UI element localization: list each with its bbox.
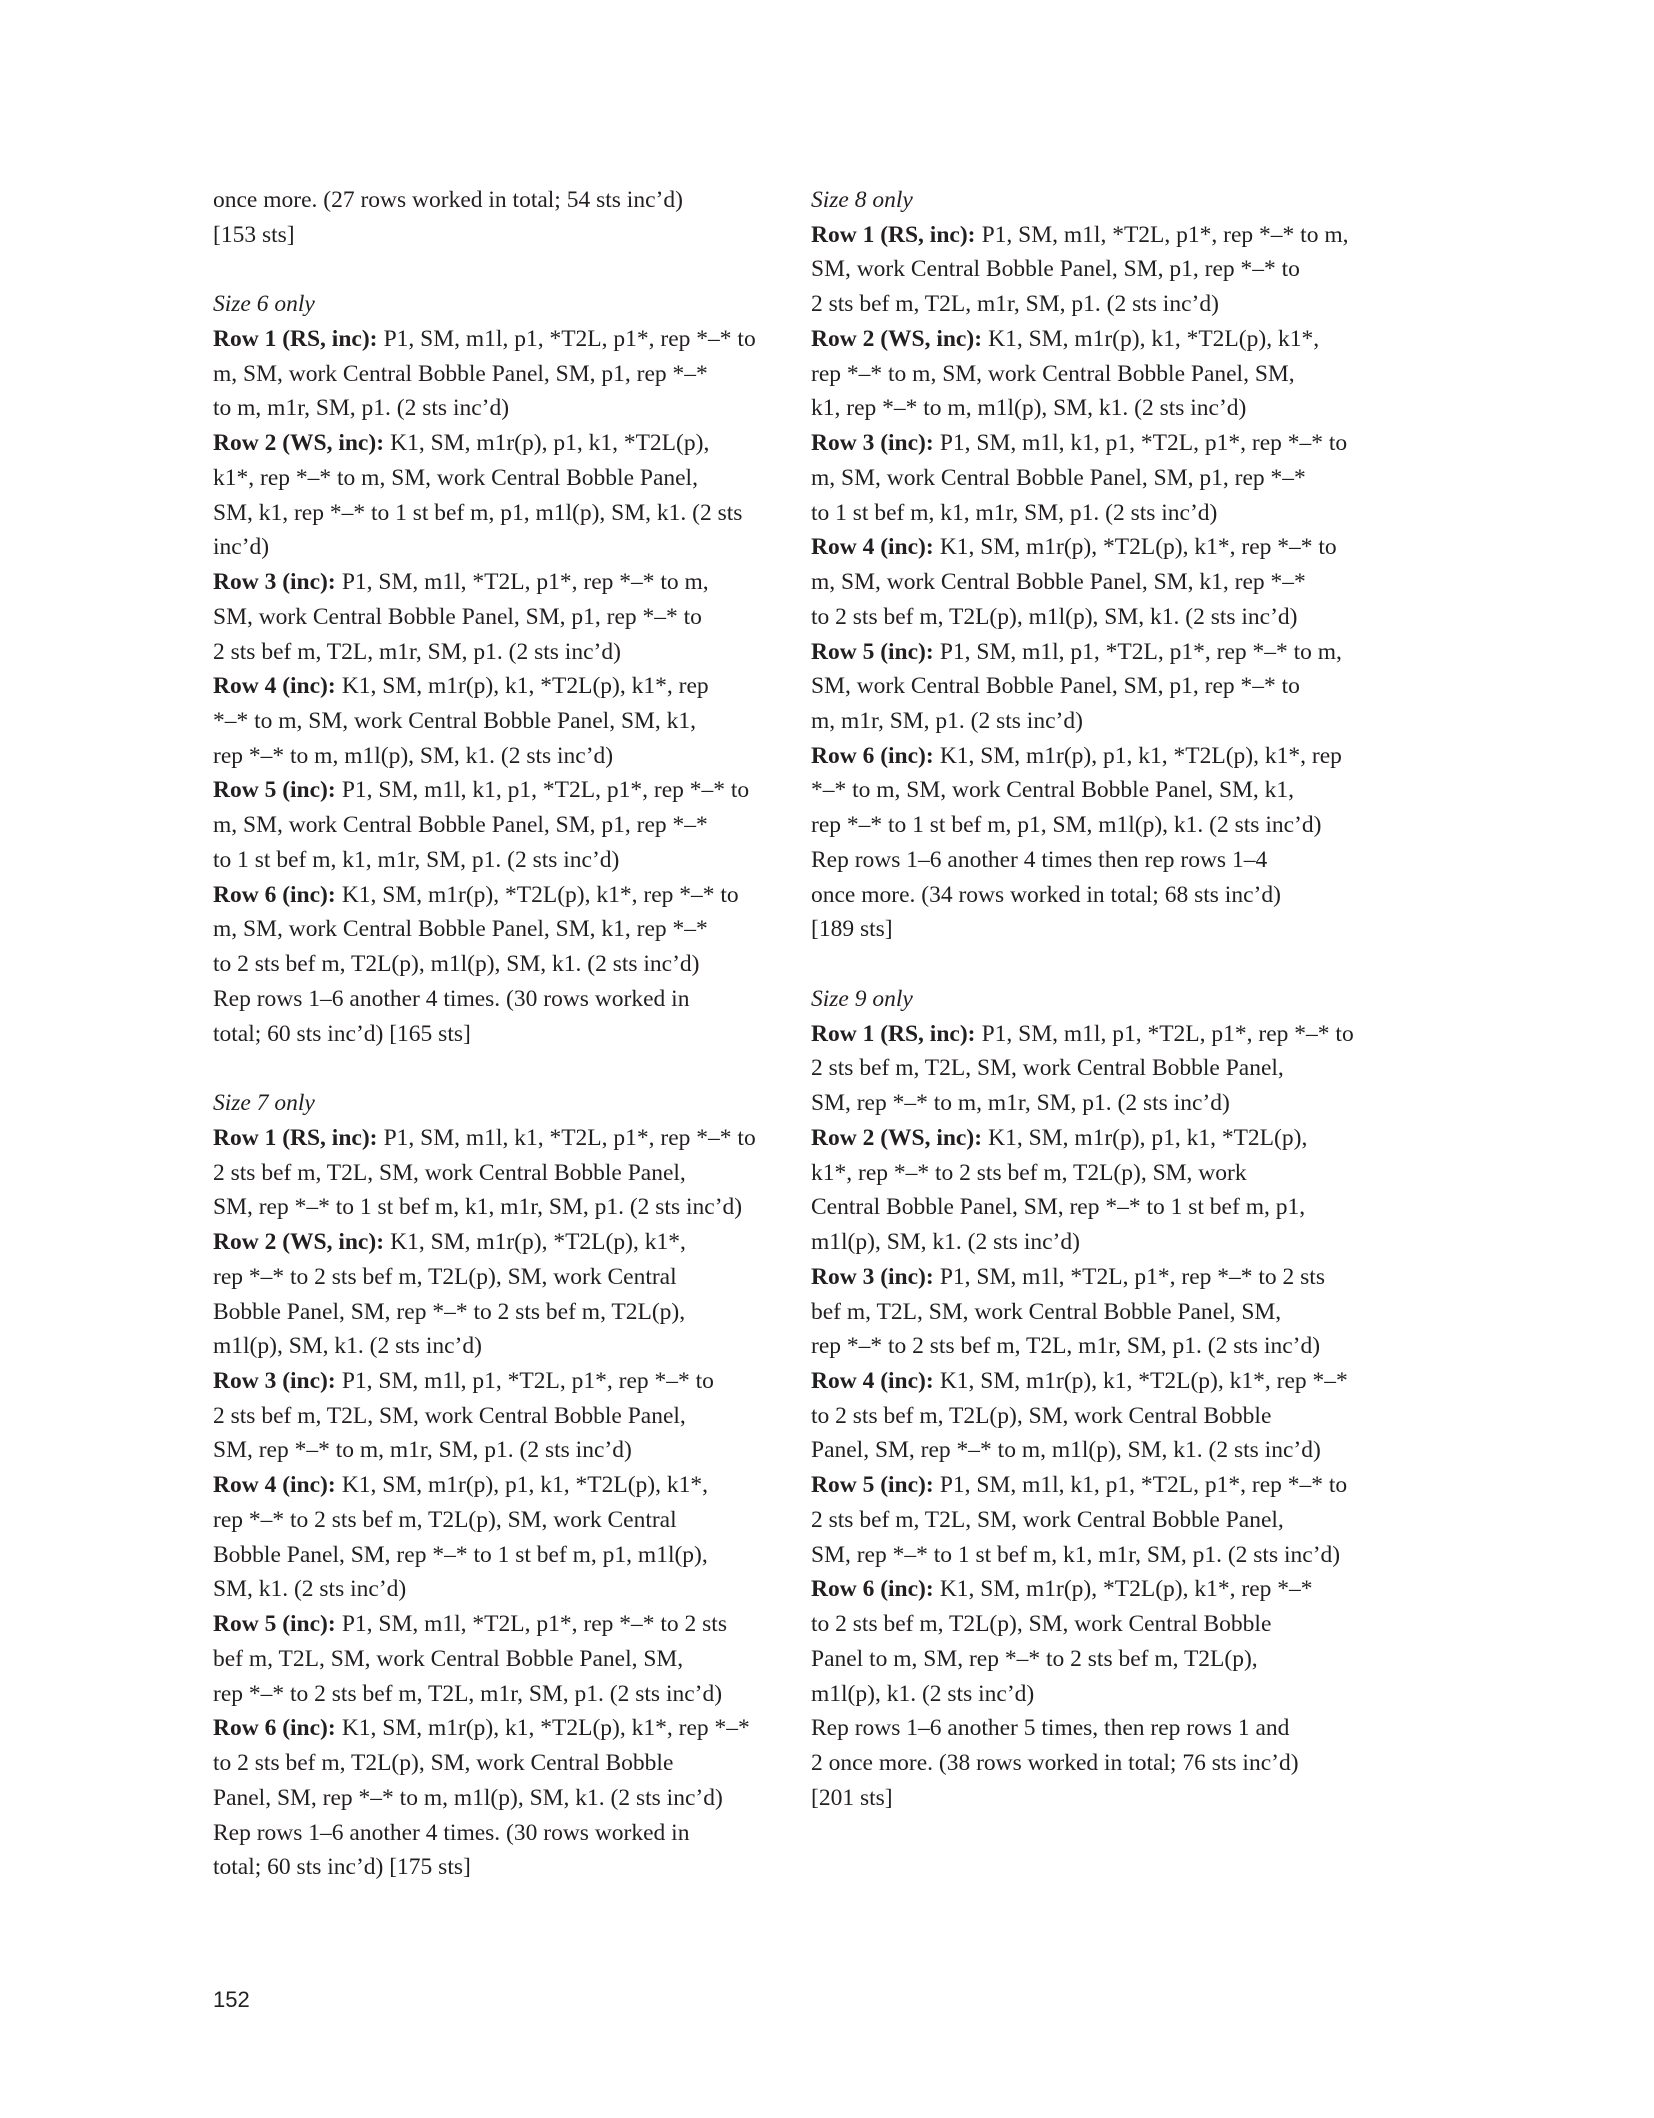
row-label: Row 3 (inc): — [811, 430, 934, 457]
instruction-row — [213, 878, 773, 982]
instruction-row — [811, 218, 1371, 322]
text-line: *–* to m, SM, work Central Bobble Panel, SM, k1, — [811, 777, 1295, 804]
instruction-row — [213, 1607, 773, 1711]
instruction-row — [811, 739, 1371, 843]
text-line: Panel to m, SM, rep *–* to 2 sts bef m, T2L(p), — [811, 1645, 1258, 1672]
text-line: m, SM, work Central Bobble Panel, SM, p1, rep *–* — [811, 464, 1306, 491]
right-column — [811, 183, 1371, 1816]
closing-line: total; 60 sts inc’d) [175 sts] — [213, 1854, 471, 1881]
text-line: *–* to m, SM, work Central Bobble Panel, SM, k1, — [213, 708, 697, 735]
text-line: to 2 sts bef m, T2L(p), SM, work Central Bobble — [213, 1750, 674, 1777]
text-line: k1, rep *–* to m, m1l(p), SM, k1. (2 sts inc’d) — [811, 395, 1247, 422]
text-line: Panel, SM, rep *–* to m, m1l(p), SM, k1. (2 sts inc’d) — [811, 1437, 1321, 1464]
text-line: bef m, T2L, SM, work Central Bobble Panel, SM, — [213, 1645, 684, 1672]
row-label: Row 5 (inc): — [213, 1611, 336, 1638]
row-text: K1, SM, m1r(p), k1, *T2L(p), k1*, rep *–* — [341, 1715, 750, 1742]
text-line: to 2 sts bef m, T2L(p), SM, work Central Bobble — [811, 1402, 1272, 1429]
text-line: 2 sts bef m, T2L, SM, work Central Bobble Panel, — [213, 1402, 686, 1429]
row-label: Row 6 (inc): — [213, 881, 336, 908]
row-text: P1, SM, m1l, *T2L, p1*, rep *–* to m, — [341, 569, 709, 596]
text-line: m, SM, work Central Bobble Panel, SM, k1, rep *–* — [213, 916, 708, 943]
row-label: Row 6 (inc): — [811, 1576, 934, 1603]
instruction-row — [811, 1017, 1371, 1121]
text-line: 2 sts bef m, T2L, SM, work Central Bobble Panel, — [811, 1055, 1284, 1082]
closing-line: total; 60 sts inc’d) [165 sts] — [213, 1020, 471, 1047]
row-text: P1, SM, m1l, k1, *T2L, p1*, rep *–* to — [383, 1124, 756, 1151]
row-label: Row 5 (inc): — [811, 1472, 934, 1499]
row-text: P1, SM, m1l, p1, *T2L, p1*, rep *–* to — [383, 325, 756, 352]
left-column — [213, 183, 773, 1885]
row-label: Row 1 (RS, inc): — [811, 1020, 976, 1047]
text-line: Central Bobble Panel, SM, rep *–* to 1 st bef m, p1, — [811, 1194, 1306, 1221]
text-line: SM, rep *–* to m, m1r, SM, p1. (2 sts inc’d) — [811, 1090, 1230, 1117]
row-text: K1, SM, m1r(p), k1, *T2L(p), k1*, rep — [341, 673, 709, 700]
row-text: P1, SM, m1l, k1, p1, *T2L, p1*, rep *–* to — [939, 1472, 1348, 1499]
size-section — [811, 982, 1371, 1816]
closing-line: Rep rows 1–6 another 4 times. (30 rows worked in — [213, 985, 690, 1012]
text-line: SM, k1. (2 sts inc’d) — [213, 1576, 407, 1603]
text-line — [811, 1572, 1371, 1607]
instruction-row — [213, 1711, 773, 1815]
text-line: rep *–* to m, m1l(p), SM, k1. (2 sts inc’d) — [213, 742, 614, 769]
text-line: bef m, T2L, SM, work Central Bobble Panel, SM, — [811, 1298, 1282, 1325]
text-line — [811, 739, 1371, 774]
section-heading: Size 9 only — [811, 985, 913, 1012]
row-text: P1, SM, m1l, k1, p1, *T2L, p1*, rep *–* to — [939, 430, 1348, 457]
row-label: Row 3 (inc): — [213, 1367, 336, 1394]
row-text: P1, SM, m1l, *T2L, p1*, rep *–* to m, — [981, 221, 1349, 248]
instruction-row — [213, 1225, 773, 1364]
text-line — [811, 426, 1371, 461]
text-line: SM, k1, rep *–* to 1 st bef m, p1, m1l(p), SM, k1. (2 sts — [213, 499, 743, 526]
row-text: K1, SM, m1r(p), *T2L(p), k1*, rep *–* — [939, 1576, 1313, 1603]
row-text: K1, SM, m1r(p), p1, k1, *T2L(p), — [988, 1124, 1308, 1151]
text-line: 2 sts bef m, T2L, SM, work Central Bobble Panel, — [811, 1506, 1284, 1533]
row-text: K1, SM, m1r(p), p1, k1, *T2L(p), — [390, 430, 710, 457]
size-section — [811, 183, 1371, 947]
text-line: m, SM, work Central Bobble Panel, SM, p1, rep *–* — [213, 360, 708, 387]
text-line: rep *–* to m, SM, work Central Bobble Panel, SM, — [811, 360, 1295, 387]
row-label: Row 1 (RS, inc): — [811, 221, 976, 248]
text-line — [213, 878, 773, 913]
closing-line: Rep rows 1–6 another 4 times. (30 rows worked in — [213, 1819, 690, 1846]
instruction-row — [811, 530, 1371, 634]
text-line — [811, 1364, 1371, 1399]
text-line: Bobble Panel, SM, rep *–* to 1 st bef m, p1, m1l(p), — [213, 1541, 708, 1568]
text-line — [811, 530, 1371, 565]
section-heading: Size 6 only — [213, 291, 315, 318]
instruction-row — [213, 565, 773, 669]
text-line: to m, m1r, SM, p1. (2 sts inc’d) — [213, 395, 510, 422]
instruction-row — [213, 669, 773, 773]
closing-line: once more. (34 rows worked in total; 68 sts inc’d) — [811, 881, 1281, 908]
text-line — [811, 218, 1371, 253]
instruction-row — [811, 322, 1371, 426]
text-line: to 2 sts bef m, T2L(p), m1l(p), SM, k1. (2 sts inc’d) — [811, 603, 1298, 630]
text-line — [213, 565, 773, 600]
row-text: K1, SM, m1r(p), *T2L(p), k1*, — [390, 1229, 686, 1256]
closing-line: [189 sts] — [811, 916, 893, 943]
text-line — [811, 635, 1371, 670]
row-label: Row 4 (inc): — [811, 1367, 934, 1394]
row-text: P1, SM, m1l, *T2L, p1*, rep *–* to 2 sts — [341, 1611, 727, 1638]
closing-line: [201 sts] — [811, 1784, 893, 1811]
text-line: 2 sts bef m, T2L, m1r, SM, p1. (2 sts inc’d) — [811, 291, 1219, 318]
row-label: Row 5 (inc): — [811, 638, 934, 665]
text-line: rep *–* to 1 st bef m, p1, SM, m1l(p), k1. (2 sts inc’d) — [811, 812, 1322, 839]
row-text: K1, SM, m1r(p), *T2L(p), k1*, rep *–* to — [341, 881, 739, 908]
text-line: once more. (27 rows worked in total; 54 sts inc’d) — [213, 187, 683, 213]
row-label: Row 4 (inc): — [811, 534, 934, 561]
text-line — [213, 1607, 773, 1642]
text-line — [811, 1260, 1371, 1295]
row-label: Row 6 (inc): — [213, 1715, 336, 1742]
text-line: SM, rep *–* to 1 st bef m, k1, m1r, SM, p1. (2 sts inc’d) — [213, 1194, 743, 1221]
row-text: K1, SM, m1r(p), *T2L(p), k1*, rep *–* to — [939, 534, 1337, 561]
text-line: inc’d) — [213, 534, 270, 561]
row-label: Row 5 (inc): — [213, 777, 336, 804]
row-text: K1, SM, m1r(p), p1, k1, *T2L(p), k1*, — [341, 1472, 708, 1499]
text-line: SM, rep *–* to 1 st bef m, k1, m1r, SM, p1. (2 sts inc’d) — [811, 1541, 1341, 1568]
text-line: to 2 sts bef m, T2L(p), SM, work Central Bobble — [811, 1611, 1272, 1638]
row-label: Row 3 (inc): — [213, 569, 336, 596]
row-text: P1, SM, m1l, *T2L, p1*, rep *–* to 2 sts — [939, 1263, 1325, 1290]
text-line: 2 sts bef m, T2L, m1r, SM, p1. (2 sts inc’d) — [213, 638, 621, 665]
row-label: Row 3 (inc): — [811, 1263, 934, 1290]
closing-line: Rep rows 1–6 another 5 times, then rep rows 1 and — [811, 1715, 1290, 1742]
text-line — [213, 1711, 773, 1746]
page-number: 152 — [213, 1987, 250, 2012]
text-line — [811, 1121, 1371, 1156]
text-line — [811, 1017, 1371, 1052]
row-text: P1, SM, m1l, p1, *T2L, p1*, rep *–* to — [341, 1367, 714, 1394]
section-heading: Size 8 only — [811, 187, 913, 213]
row-label: Row 1 (RS, inc): — [213, 1124, 378, 1151]
text-line: to 1 st bef m, k1, m1r, SM, p1. (2 sts inc’d) — [213, 846, 620, 873]
text-line: to 2 sts bef m, T2L(p), m1l(p), SM, k1. (2 sts inc’d) — [213, 951, 700, 978]
row-label: Row 2 (WS, inc): — [213, 1229, 385, 1256]
instruction-row — [811, 1260, 1371, 1364]
text-line — [213, 773, 773, 808]
size-section — [213, 1086, 773, 1885]
row-label: Row 2 (WS, inc): — [811, 325, 983, 352]
text-line — [213, 426, 773, 461]
row-label: Row 4 (inc): — [213, 1472, 336, 1499]
instruction-row — [213, 773, 773, 877]
text-line: m1l(p), SM, k1. (2 sts inc’d) — [811, 1229, 1080, 1256]
text-line: m, SM, work Central Bobble Panel, SM, k1, rep *–* — [811, 569, 1306, 596]
instruction-row — [213, 1121, 773, 1225]
text-line: m1l(p), SM, k1. (2 sts inc’d) — [213, 1333, 482, 1360]
text-line — [213, 1225, 773, 1260]
text-line: Panel, SM, rep *–* to m, m1l(p), SM, k1. (2 sts inc’d) — [213, 1784, 723, 1811]
text-line — [213, 1121, 773, 1156]
text-line — [811, 322, 1371, 357]
text-line: Bobble Panel, SM, rep *–* to 2 sts bef m, T2L(p), — [213, 1298, 686, 1325]
text-line: rep *–* to 2 sts bef m, T2L(p), SM, work Central — [213, 1506, 677, 1533]
text-line: SM, rep *–* to m, m1r, SM, p1. (2 sts inc’d) — [213, 1437, 632, 1464]
text-line: m, m1r, SM, p1. (2 sts inc’d) — [811, 708, 1083, 735]
instruction-row — [811, 1572, 1371, 1711]
instruction-row — [213, 1468, 773, 1607]
row-label: Row 4 (inc): — [213, 673, 336, 700]
row-label: Row 2 (WS, inc): — [213, 430, 385, 457]
text-line: SM, work Central Bobble Panel, SM, p1, rep *–* to — [213, 603, 702, 630]
row-text: K1, SM, m1r(p), k1, *T2L(p), k1*, rep *–* — [939, 1367, 1348, 1394]
row-text: P1, SM, m1l, p1, *T2L, p1*, rep *–* to — [981, 1020, 1354, 1047]
size-section — [213, 287, 773, 1051]
text-line: [153 sts] — [213, 221, 295, 248]
text-line: m1l(p), k1. (2 sts inc’d) — [811, 1680, 1035, 1707]
instruction-row — [213, 322, 773, 426]
text-line: rep *–* to 2 sts bef m, T2L, m1r, SM, p1. (2 sts inc’d) — [811, 1333, 1321, 1360]
row-text: K1, SM, m1r(p), p1, k1, *T2L(p), k1*, rep — [939, 742, 1342, 769]
row-text: P1, SM, m1l, p1, *T2L, p1*, rep *–* to m, — [939, 638, 1342, 665]
text-line — [811, 1468, 1371, 1503]
text-line — [213, 322, 773, 357]
instruction-row — [811, 1468, 1371, 1572]
instruction-row — [213, 1364, 773, 1468]
text-line: to 1 st bef m, k1, m1r, SM, p1. (2 sts inc’d) — [811, 499, 1218, 526]
row-label: Row 2 (WS, inc): — [811, 1124, 983, 1151]
closing-line: Rep rows 1–6 another 4 times then rep rows 1–4 — [811, 846, 1268, 873]
text-line: m, SM, work Central Bobble Panel, SM, p1, rep *–* — [213, 812, 708, 839]
text-line: k1*, rep *–* to m, SM, work Central Bobble Panel, — [213, 464, 698, 491]
text-line: SM, work Central Bobble Panel, SM, p1, rep *–* to — [811, 673, 1300, 700]
closing-line: 2 once more. (38 rows worked in total; 76 sts inc’d) — [811, 1750, 1299, 1777]
instruction-row — [213, 426, 773, 565]
text-line — [213, 1468, 773, 1503]
text-line: rep *–* to 2 sts bef m, T2L(p), SM, work Central — [213, 1263, 677, 1290]
text-line: SM, work Central Bobble Panel, SM, p1, rep *–* to — [811, 256, 1300, 283]
instruction-row — [811, 426, 1371, 530]
text-line: rep *–* to 2 sts bef m, T2L, m1r, SM, p1. (2 sts inc’d) — [213, 1680, 723, 1707]
row-label: Row 1 (RS, inc): — [213, 325, 378, 352]
text-line — [213, 669, 773, 704]
instruction-row — [811, 635, 1371, 739]
text-line: 2 sts bef m, T2L, SM, work Central Bobble Panel, — [213, 1159, 686, 1186]
row-text: P1, SM, m1l, k1, p1, *T2L, p1*, rep *–* to — [341, 777, 750, 804]
section-heading: Size 7 only — [213, 1090, 315, 1117]
row-text: K1, SM, m1r(p), k1, *T2L(p), k1*, — [988, 325, 1320, 352]
text-line: k1*, rep *–* to 2 sts bef m, T2L(p), SM, work — [811, 1159, 1247, 1186]
instruction-row — [811, 1121, 1371, 1260]
row-label: Row 6 (inc): — [811, 742, 934, 769]
instruction-row — [811, 1364, 1371, 1468]
text-line — [213, 1364, 773, 1399]
